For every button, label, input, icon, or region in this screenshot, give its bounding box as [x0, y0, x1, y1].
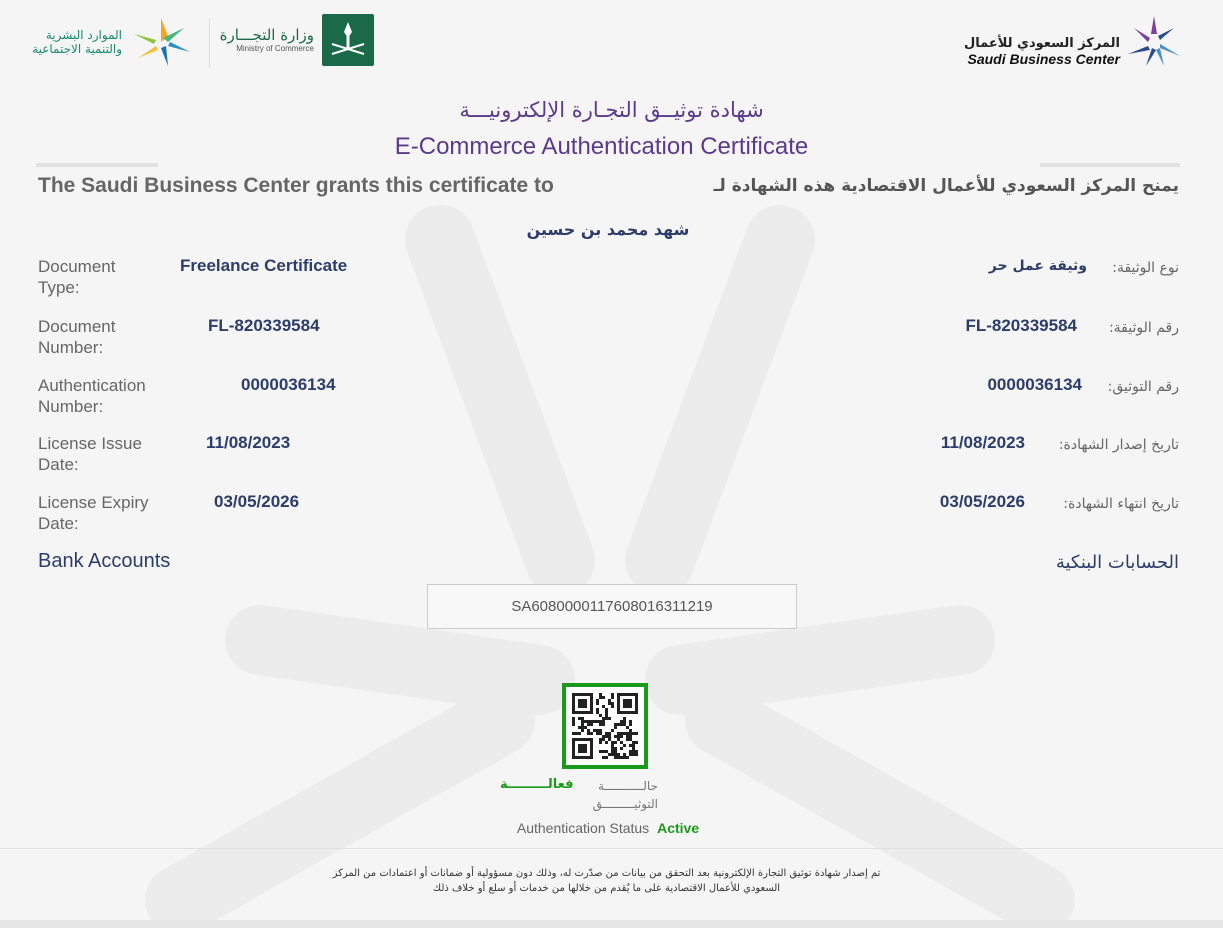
- sbc-logo-ar: المركز السعودي للأعمال: [964, 36, 1120, 51]
- qr-module: [608, 717, 611, 720]
- sbc-logo-en: Saudi Business Center: [967, 51, 1120, 67]
- qr-module: [578, 732, 581, 735]
- qr-module: [620, 747, 623, 750]
- field-label-en-line2: Number:: [38, 338, 104, 357]
- sbc-logo: [960, 14, 1185, 74]
- qr-module: [611, 696, 614, 699]
- bank-accounts-title-en: Bank Accounts: [38, 550, 171, 572]
- status-label-en: Authentication Status: [516, 820, 650, 836]
- qr-module: [590, 723, 593, 726]
- status-value-en: Active: [657, 820, 700, 836]
- auth-status-row: [0, 820, 1216, 836]
- status-value-ar: فعالـــــــــة: [500, 777, 574, 792]
- field-label-en: [38, 256, 178, 298]
- qr-code[interactable]: [562, 683, 648, 769]
- field-label-en: [38, 375, 178, 417]
- bank-accounts-title-ar: الحسابات البنكية: [1055, 552, 1179, 573]
- status-label-ar-line1: حالـــــــــــة: [598, 779, 658, 793]
- footer-divider: [0, 848, 1223, 849]
- logo-divider: [209, 18, 210, 68]
- field-value-ar: وثيقة عمل حر: [988, 258, 1087, 274]
- divider-left: [36, 163, 158, 167]
- field-label-ar: نوع الوثيقة:: [1112, 260, 1179, 276]
- field-value-en: Freelance Certificate: [180, 256, 348, 275]
- field-label-en: [38, 433, 178, 475]
- field-label-en-line1: Document: [38, 317, 116, 336]
- qr-module: [635, 741, 638, 744]
- grant-text-en: The Saudi Business Center grants this certificate to: [38, 174, 554, 197]
- field-value-ar: 0000036134: [987, 375, 1082, 394]
- field-label-en-line2: Date:: [38, 455, 79, 474]
- hr-star-icon: [128, 14, 194, 70]
- field-label-en-line1: License Expiry: [38, 493, 149, 512]
- field-label-ar: رقم التوثيق:: [1107, 379, 1179, 395]
- qr-module: [626, 756, 629, 759]
- hr-logo-line1: الموارد البشرية: [45, 28, 122, 42]
- saudi-emblem-icon: [322, 14, 374, 66]
- qr-module: [581, 729, 584, 732]
- footer-line2: السعودي للأعمال الاقتصادية على ما يُقدم من خلالها من خدمات أو سلع أو خلاف ذلك: [432, 883, 781, 894]
- qr-module: [590, 732, 593, 735]
- field-label-ar: تاريخ إصدار الشهادة:: [1058, 437, 1179, 453]
- commerce-ministry-logo: [218, 18, 378, 72]
- qr-module: [635, 732, 638, 735]
- qr-module: [611, 705, 614, 708]
- field-value-en: 0000036134: [241, 375, 336, 394]
- qr-module: [584, 750, 587, 753]
- iban-box: [427, 584, 797, 629]
- iban-value: SA6080000117608016311219: [511, 598, 713, 615]
- divider-right: [1040, 163, 1180, 167]
- qr-module: [629, 723, 632, 726]
- holder-name: شهد محمد بن حسين: [526, 220, 690, 239]
- field-label-en: [38, 492, 178, 534]
- qr-module: [602, 723, 605, 726]
- hr-ministry-logo: [22, 14, 197, 74]
- qr-module: [614, 741, 617, 744]
- field-label-ar: تاريخ انتهاء الشهادة:: [1063, 496, 1179, 512]
- qr-module: [590, 756, 593, 759]
- footer-bottom-bar: [0, 920, 1223, 928]
- qr-module: [614, 726, 617, 729]
- field-label-en: [38, 316, 178, 358]
- qr-module: [620, 735, 623, 738]
- qr-module: [596, 702, 599, 705]
- field-value-en: 03/05/2026: [214, 492, 300, 511]
- field-value-en: FL-820339584: [208, 316, 320, 335]
- sbc-star-icon: [1126, 14, 1182, 70]
- grant-text-ar: يمنح المركز السعودي للأعمال الاقتصادية هذه الشهادة لـ: [713, 176, 1179, 196]
- footer-disclaimer: [0, 866, 1213, 896]
- title-ar: شهادة توثيــق التجـارة الإلكترونيـــة: [459, 98, 764, 122]
- qr-module: [590, 711, 593, 714]
- field-value-ar: 03/05/2026: [939, 492, 1025, 511]
- field-label-en-line2: Number:: [38, 397, 104, 416]
- qr-module: [635, 711, 638, 714]
- title-en: E-Commerce Authentication Certificate: [394, 133, 809, 160]
- field-value-ar: 11/08/2023: [940, 433, 1025, 452]
- qr-module: [599, 741, 602, 744]
- qr-module: [605, 741, 608, 744]
- commerce-logo-ar: وزارة التجـــارة: [219, 26, 314, 44]
- qr-module: [629, 705, 632, 708]
- footer-line1: تم إصدار شهادة توثيق التجارة الإلكترونية بعد التحقق من بيانات من صدّرت له، وذلك دون مسؤولية أو ضمانات أو اعتمادات من المركز: [332, 868, 881, 879]
- field-label-en-line1: Document: [38, 257, 116, 276]
- qr-module: [602, 696, 605, 699]
- qr-module: [635, 753, 638, 756]
- field-label-en-line1: License Issue: [38, 434, 142, 453]
- field-label-ar: رقم الوثيقة:: [1108, 320, 1179, 336]
- qr-module: [611, 729, 614, 732]
- qr-module: [584, 705, 587, 708]
- field-label-en-line2: Date:: [38, 514, 79, 533]
- field-value-ar: FL-820339584: [965, 316, 1077, 335]
- field-value-en: 11/08/2023: [206, 433, 291, 452]
- qr-module: [605, 756, 608, 759]
- commerce-logo-en: Ministry of Commerce: [236, 44, 314, 53]
- field-label-en-line1: Authentication: [38, 376, 146, 395]
- field-label-en-line2: Type:: [38, 278, 80, 297]
- hr-logo-line2: والتنمية الاجتماعية: [32, 42, 122, 56]
- status-label-ar-line2: التوثيـــــــــق: [592, 797, 658, 811]
- qr-module: [623, 744, 626, 747]
- qr-module: [572, 723, 575, 726]
